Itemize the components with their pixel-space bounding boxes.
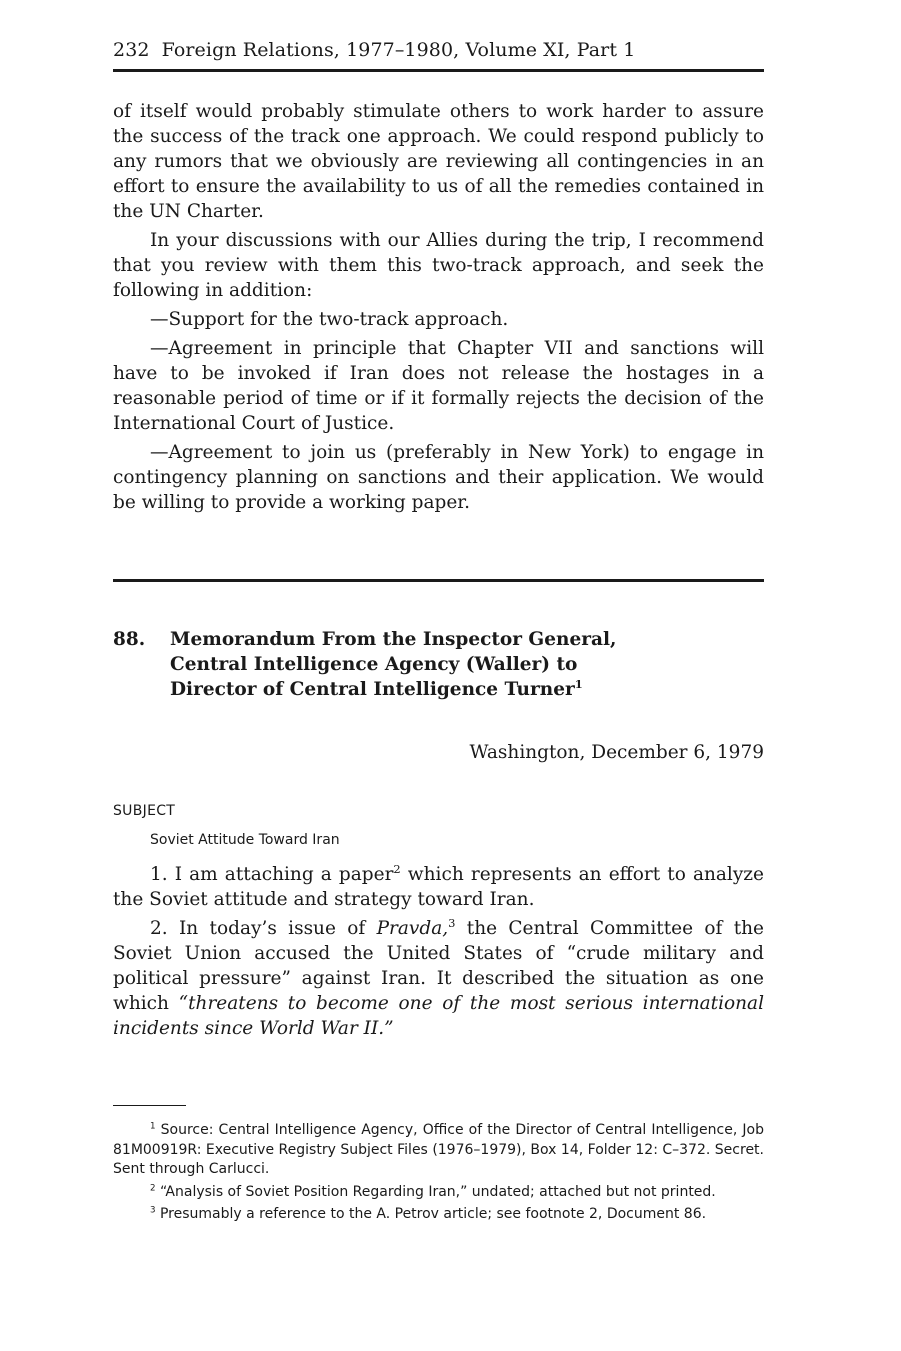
- text-run: the Central Committee of the Soviet Union accused the United States of “crude military and political pressure” against Iran. It described the situation as one which: [113, 918, 764, 1014]
- footnote-ref[interactable]: 2: [393, 861, 401, 876]
- footnote: [113, 1183, 764, 1203]
- footnote-ref[interactable]: 3: [448, 915, 456, 930]
- text-run: 1. I am attaching a paper: [150, 864, 394, 885]
- pravda-title: Pravda,: [376, 918, 449, 939]
- footnote-rule: [113, 1105, 186, 1106]
- footnote-number: 2: [150, 1182, 156, 1193]
- footnote-text: “Analysis of Soviet Position Regarding Iran,” undated; attached but not printed.: [155, 1183, 716, 1200]
- section-rule: [113, 579, 764, 582]
- running-head: [113, 38, 764, 62]
- paragraph: of itself would probably stimulate others to work harder to assure the success of the track one approach. We could respond publicly to any rumors that we obviously are reviewing all contingencies in an effort to ensure the availability to us of all the remedies contained in the UN Charter.: [113, 101, 764, 222]
- document-title: [170, 627, 670, 702]
- document-heading: [113, 627, 764, 702]
- header-rule: [113, 69, 764, 72]
- paragraph: —Agreement in principle that Chapter VII and sanctions will have to be invoked if Iran does not release the hostages in a reasonable period of time or if it formally rejects the decision of the International Court of Justice.: [113, 338, 764, 434]
- text-run: 2. In today’s issue of: [150, 918, 377, 939]
- page-number: 232: [113, 39, 150, 61]
- text-run: which represents an effort to analyze the Soviet attitude and strategy toward Iran.: [113, 864, 764, 910]
- subject-text: Soviet Attitude Toward Iran: [150, 832, 340, 848]
- volume-title: Foreign Relations, 1977–1980, Volume XI, Part 1: [161, 39, 636, 61]
- footnote-number: 1: [150, 1121, 156, 1132]
- footnotes: [113, 1121, 764, 1228]
- footnote: [113, 1205, 764, 1225]
- continued-text: [113, 99, 764, 515]
- memo-body: [113, 862, 764, 1041]
- footnote-text: Presumably a reference to the A. Petrov article; see footnote 2, Document 86.: [155, 1206, 707, 1222]
- document-number: 88.: [113, 629, 146, 650]
- page: [113, 38, 764, 1045]
- subject-label: SUBJECT: [113, 803, 176, 819]
- paragraph: —Agreement to join us (preferably in New York) to engage in contingency planning on sanctions and their application. We would be willing to provide a working paper.: [113, 442, 764, 513]
- paragraph: In your discussions with our Allies during the trip, I recommend that you review with them this two-track approach, and seek the following in addition:: [113, 230, 764, 301]
- footnote-ref[interactable]: 1: [574, 676, 583, 691]
- footnote: [113, 1121, 764, 1180]
- footnote-text: Source: Central Intelligence Agency, Office of the Director of Central Intelligence, Job 81M00919R: Executive Registry Subject Files (1976–1979), Box 14, Folder 12: C–372. Secret. Sent through Carlucci.: [113, 1122, 764, 1177]
- document-title-text: Memorandum From the Inspector General, Central Intelligence Agency (Waller) to Director of Central Intelligence Turner: [170, 629, 617, 700]
- paragraph: [113, 916, 764, 1041]
- paragraph: [113, 862, 764, 912]
- quote: “threatens to become one of the most serious international incidents since World War II.”: [113, 993, 765, 1039]
- footnote-number: 3: [150, 1205, 156, 1216]
- paragraph: —Support for the two-track approach.: [150, 309, 509, 330]
- dateline: Washington, December 6, 1979: [469, 742, 764, 763]
